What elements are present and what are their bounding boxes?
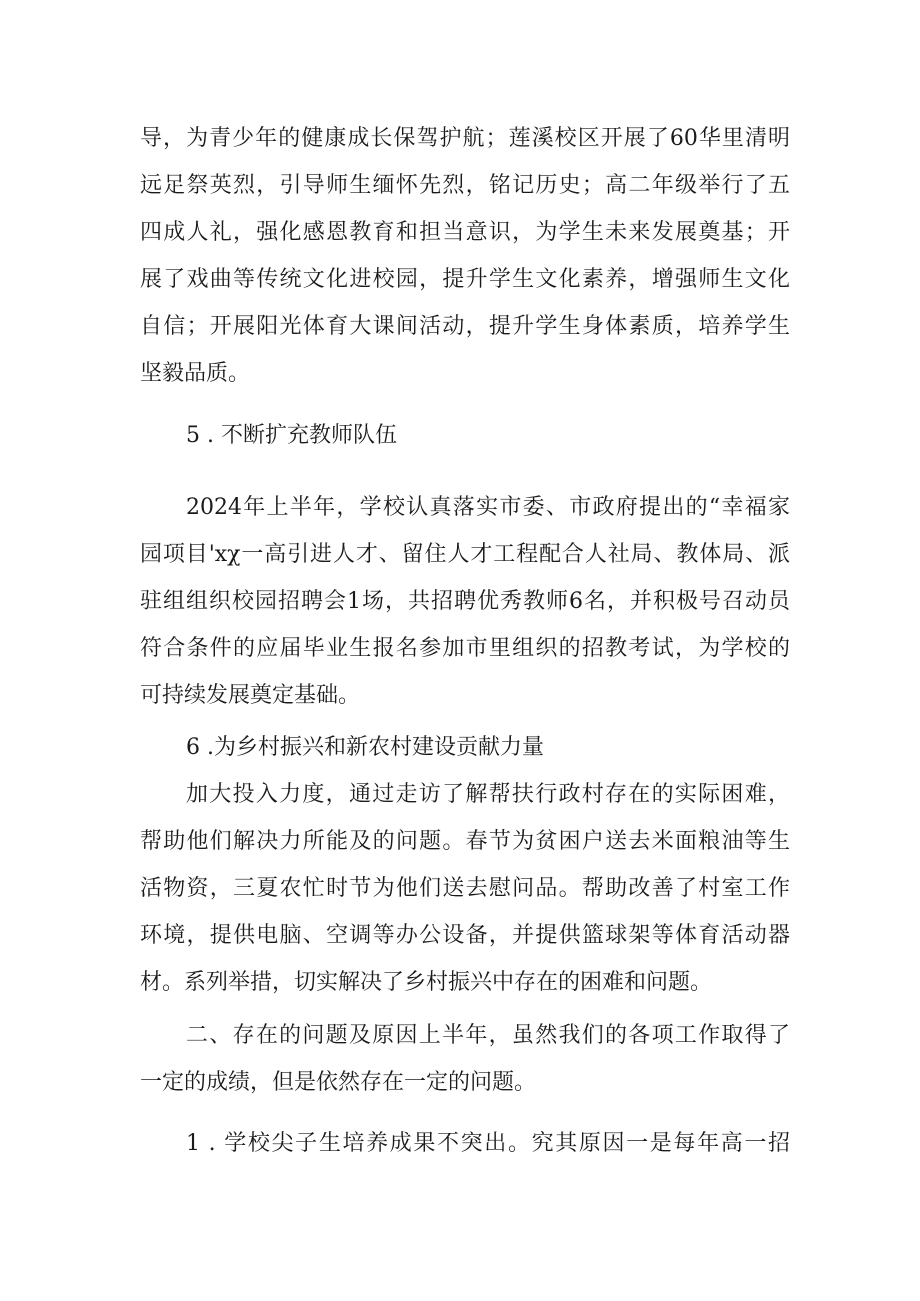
text-line: 二、存在的问题及原因上半年，虽然我们的各项工作取得了 xyxy=(186,1023,790,1048)
text-line: 一定的成绩，但是依然存在一定的问题。 xyxy=(140,1070,537,1095)
text-line: 导，为青少年的健康成长保驾护航；莲溪校区开展了60华里清明 xyxy=(140,126,790,151)
text-line: 展了戏曲等传统文化进校园，提升学生文化素养，增强师生文化 xyxy=(140,267,790,292)
section-heading: 6 .为乡村振兴和新农村建设贡献力量 xyxy=(186,735,544,760)
section-heading: 5 . 不断扩充教师队伍 xyxy=(186,423,397,448)
text-line: 符合条件的应届毕业生报名参加市里组织的招教考试，为学校的 xyxy=(140,636,790,661)
text-line: 帮助他们解决力所能及的问题。春节为贫困户送去米面粮油等生 xyxy=(140,829,790,854)
text-line: 四成人礼，强化感恩教育和担当意识，为学生未来发展奠基；开 xyxy=(140,220,790,245)
text-line: 坚毅品质。 xyxy=(140,361,251,386)
text-line: 驻组组织校园招聘会1场，共招聘优秀教师6名，并积极号召动员 xyxy=(140,589,790,614)
text-line: 园项目'xχ一高引进人才、留住人才工程配合人社局、教体局、派 xyxy=(140,542,790,567)
text-line: 2024年上半年，学校认真落实市委、市政府提出的“幸福家 xyxy=(186,495,790,520)
text-line: 自信；开展阳光体育大课间活动，提升学生身体素质，培养学生 xyxy=(140,314,790,339)
text-line: 活物资，三夏农忙时节为他们送去慰问品。帮助改善了村室工作 xyxy=(140,876,790,901)
text-line: 可持续发展奠定基础。 xyxy=(140,683,361,708)
text-line: 材。系列举措，切实解决了乡村振兴中存在的困难和问题。 xyxy=(140,970,713,995)
text-line: 加大投入力度，通过走访了解帮扶行政村存在的实际困难， xyxy=(186,782,790,807)
text-line: 1 . 学校尖子生培养成果不突出。究其原因一是每年高一招 xyxy=(186,1131,790,1156)
text-line: 远足祭英烈，引导师生缅怀先烈，铭记历史；高二年级举行了五 xyxy=(140,173,790,198)
text-line: 环境，提供电脑、空调等办公设备，并提供篮球架等体育活动器 xyxy=(140,923,790,948)
